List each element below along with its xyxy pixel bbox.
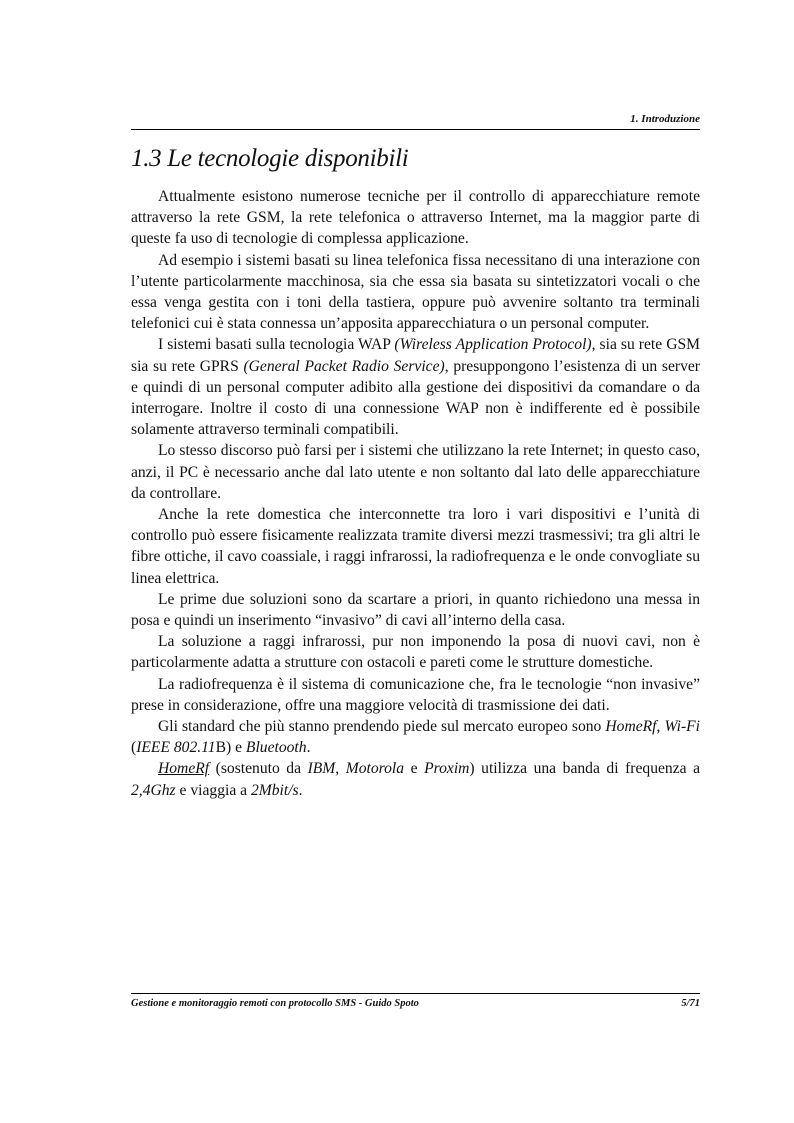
text-run: e xyxy=(404,760,425,778)
text-run: , presuppongono l’esistenza di un server e quindi di un personal computer adibito alla gestione dei dispositivi da comandare o da interrogare. Inoltre il costo di una connessione WAP non è indifferente ed è possibile solamente attraverso terminali compatibili. xyxy=(131,357,700,439)
term-homerf-underlined: HomeRf xyxy=(158,760,210,778)
term-ieee: IEEE 802.11 xyxy=(136,739,216,757)
paragraph-5: Anche la rete domestica che interconnette tra loro i vari dispositivi e l’unità di controllo può essere fisicamente realizzata tramite diversi mezzi trasmessivi; tra gli altri le fibre ottiche, il cavo coassiale, i raggi infrarossi, la radiofrequenza e le onde convogliate su linea elettrica. xyxy=(131,506,700,587)
text-run: I sistemi basati sulla tecnologia WAP xyxy=(158,336,395,354)
paragraph-9 xyxy=(131,716,700,758)
term-bluetooth: Bluetooth xyxy=(245,739,307,757)
paragraph-6: Le prime due soluzioni sono da scartare a priori, in quanto richiedono una messa in posa e quindi un inserimento “invasivo” di cavi all’interno della casa. xyxy=(131,590,700,630)
text-run: Gli standard che più stanno prendendo piede sul mercato europeo sono xyxy=(158,718,606,736)
term-ibm: IBM xyxy=(307,760,336,778)
body-text xyxy=(131,186,700,801)
text-run: . xyxy=(306,739,311,757)
footer-title: Gestione e monitoraggio remoti con protocollo SMS - Guido Spoto xyxy=(131,998,419,1009)
text-run: , xyxy=(656,718,665,736)
header-rule xyxy=(131,129,700,130)
term-motorola: Motorola xyxy=(345,760,405,778)
text-run: ( xyxy=(131,739,137,757)
text-run: e viaggia a xyxy=(175,781,251,799)
paragraph-4: Lo stesso discorso può farsi per i sistemi che utilizzano la rete Internet; in questo caso, anzi, il PC è necessario anche dal lato utente e non soltanto dal lato delle apparecchiature da controllare. xyxy=(131,442,700,502)
paragraph-2: Ad esempio i sistemi basati su linea telefonica fissa necessitano di una interazione con l’utente particolarmente macchinosa, sia che essa sia basata su sintetizzatori vocali o che essa venga gestita con i toni della tastiera, oppure può avvenire soltanto tra terminali telefonici cui è stata connessa un’apposita apparecchiatura o un personal computer. xyxy=(131,251,700,333)
page-number: 5/71 xyxy=(681,998,700,1009)
paragraph-3 xyxy=(131,334,700,440)
paragraph-1: Attualmente esistono numerose tecniche per il controllo di apparecchiature remote attraverso la rete GSM, la rete telefonica o attraverso Internet, ma la maggior parte di queste fa uso di tecnologie di complessa applicazione. xyxy=(131,188,700,248)
text-run: , sia su rete GSM sia su rete GPRS xyxy=(131,336,700,375)
running-header: 1. Introduzione xyxy=(630,113,700,125)
paragraph-10 xyxy=(131,758,700,800)
term-bitrate: 2Mbit/s xyxy=(250,781,299,799)
text-run: ) utilizza una banda di frequenza a xyxy=(469,760,701,778)
footer-rule xyxy=(131,993,700,994)
term-wifi: Wi-Fi xyxy=(664,718,700,736)
term-homerf: HomeRf xyxy=(605,718,657,736)
gprs-expansion: (General Packet Radio Service) xyxy=(243,357,445,375)
paragraph-7: La soluzione a raggi infrarossi, pur non imponendo la posa di nuovi cavi, non è particolarmente adatta a strutture con ostacoli e pareti come le strutture domestiche. xyxy=(131,633,700,672)
text-run: , xyxy=(335,760,346,778)
wap-expansion: (Wireless Application Protocol) xyxy=(394,336,592,354)
paragraph-8: La radiofrequenza è il sistema di comunicazione che, fra le tecnologie “non invasive” prese in considerazione, offre una maggiore velocità di trasmissione dei dati. xyxy=(131,675,700,714)
term-frequency: 2,4Ghz xyxy=(131,781,176,799)
text-run: . xyxy=(298,781,303,799)
term-proxim: Proxim xyxy=(424,760,470,778)
text-run: (sostenuto da xyxy=(209,760,308,778)
section-title: 1.3 Le tecnologie disponibili xyxy=(131,145,409,172)
text-run: B) e xyxy=(215,739,246,757)
